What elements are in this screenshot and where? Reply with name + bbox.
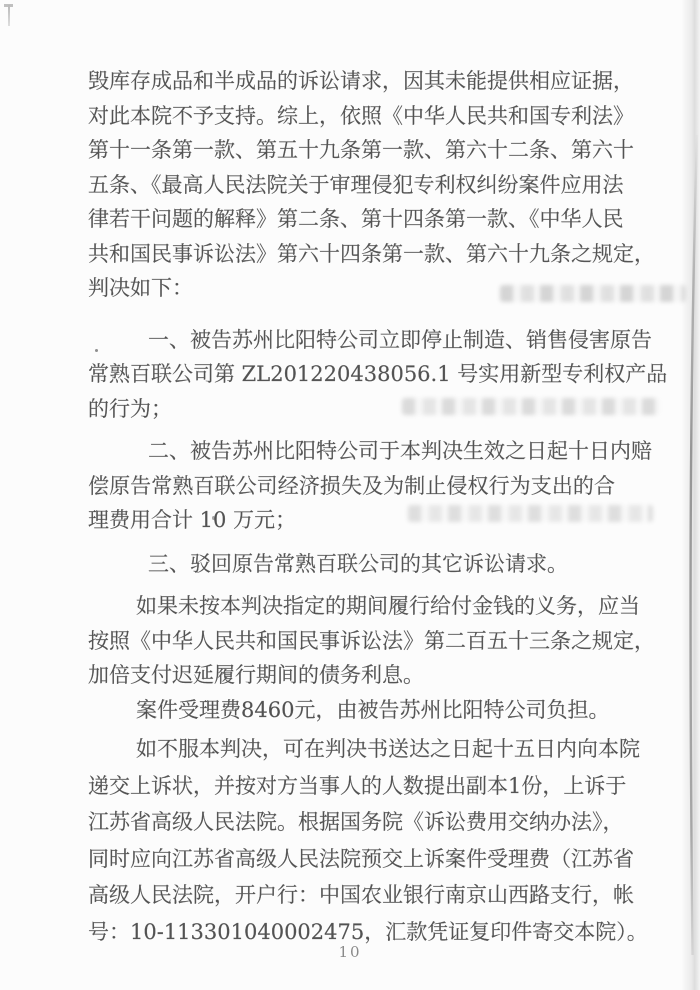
paragraph-appeal-instructions <box>88 731 648 950</box>
scan-corner-artifact <box>8 5 10 26</box>
body-line: 如果未按本判决指定的期间履行给付金钱的义务，应当 <box>136 594 640 618</box>
paragraph-ruling-item-3 <box>88 547 615 582</box>
body-line: 偿原告常熟百联公司经济损失及为制止侵权行为支出的合 <box>88 473 615 498</box>
body-line-damages-amount: 理费用合计 10 万元； <box>88 508 297 532</box>
body-line: 律若干问题的解释》第二条、第十四条第一款、《中华人民 <box>88 207 624 231</box>
paragraph-reasoning-and-legal-basis <box>88 64 655 306</box>
paragraph-court-fee <box>88 693 615 728</box>
body-line: 江苏省高级人民法院。根据国务院《诉讼费用交纳办法》， <box>88 810 624 834</box>
body-line-patent-number: 常熟百联公司第 ZL201220438056.1 号实用新型专利权产品 <box>88 362 668 386</box>
body-line: 三、驳回原告常熟百联公司的其它诉讼请求。 <box>148 551 568 576</box>
paragraph-ruling-item-1 <box>88 323 668 427</box>
body-line: 按照《中华人民共和国民事诉讼法》第二百五十三条之规定， <box>88 628 655 653</box>
body-line-bank-account: 号：10-113301040002475，汇款凭证复印件寄交本院）。 <box>88 919 648 944</box>
body-line: 第十一条第一款、第五十九条第一款、第六十二条、第六十 <box>88 138 634 162</box>
body-line: 加倍支付迟延履行期间的债务利息。 <box>88 663 424 687</box>
body-line: 对此本院不予支持。综上，依照《中华人民共和国专利法》 <box>88 103 634 128</box>
judgment-body <box>88 64 668 950</box>
body-line: 二、被告苏州比阳特公司于本判决生效之日起十日内赔 <box>148 439 652 463</box>
page-number: 10 <box>338 943 362 961</box>
body-line: 的行为； <box>88 396 172 421</box>
body-line: 毁库存成品和半成品的诉讼请求，因其未能提供相应证据， <box>88 69 634 93</box>
body-line: 同时应向江苏省高级人民法院预交上诉案件受理费（江苏省 <box>88 846 634 871</box>
body-line: 共和国民事诉讼法》第六十四条第一款、第六十九条之规定， <box>88 241 655 266</box>
page-edge-shadow <box>681 0 700 990</box>
body-line-court-fee: 案件受理费8460元，由被告苏州比阳特公司负担。 <box>136 697 610 722</box>
body-line: 递交上诉状，并按对方当事人的人数提出副本1份，上诉于 <box>88 773 627 798</box>
body-line: 一、被告苏州比阳特公司立即停止制造、销售侵害原告 <box>148 327 652 352</box>
paragraph-delayed-performance-interest <box>88 589 655 693</box>
body-line: 高级人民法院，开户行：中国农业银行南京山西路支行，帐 <box>88 883 634 907</box>
body-line: 五条、《最高人民法院关于审理侵犯专利权纠纷案件应用法 <box>88 172 624 197</box>
body-line-ruling-lead: 判决如下： <box>88 276 193 300</box>
body-line: 如不服本判决，可在判决书送达之日起十五日内向本院 <box>136 737 640 761</box>
paragraph-ruling-item-2 <box>88 434 652 538</box>
